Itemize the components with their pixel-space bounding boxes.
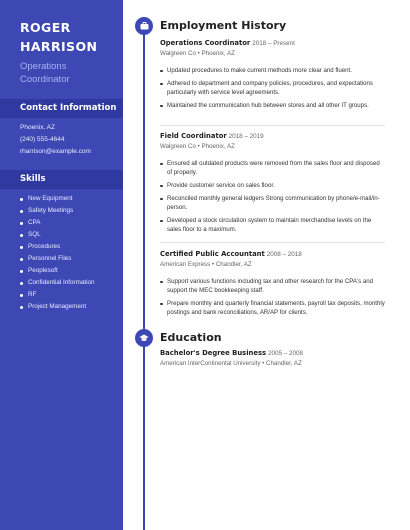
school: American InterContinental University [160,360,261,367]
job-location: Phoenix, AZ [201,50,235,57]
skill-item: RF [20,289,95,301]
job-bullets [160,159,385,234]
separator-dot: • [262,360,267,367]
skills-list [20,193,95,313]
job-dates: 2018 – Present [252,40,295,47]
contact-header: Contact Information [0,99,123,118]
job-bullet: Developed a stock circulation system to maintain merchandise levels on the sales floor to a maximum. [160,216,385,234]
job-role: Operations Coordinator [160,39,251,47]
job-company: Walgreen Co [160,143,196,150]
job-bullet: Updated procedures to make current methods more clear and fluent. [160,66,385,75]
contact-location: Phoenix, AZ [20,124,56,131]
skill-item: Peoplesoft [20,265,95,277]
job-title [20,60,120,86]
job-company: American Express [160,261,211,268]
skill-item: Confidential Information [20,277,95,289]
job-bullet: Maintained the communication hub between stores and all other IT groups. [160,101,385,110]
timeline-line [143,25,145,530]
job-bullet: Adhered to department and company policies, procedures, and expectations particularly with service level agreements. [160,79,385,97]
contact-phone: (240) 555-4644 [20,136,65,143]
job-bullet: Reconciled monthly general ledgers Strong communication by phone/e-mail/in-person. [160,194,385,212]
job-bullet: Ensured all outdated products were removed from the sales floor and disposed of properly. [160,159,385,177]
skill-item: New Equipment [20,193,95,205]
graduation-cap-icon [135,329,153,347]
skill-item: Procedures [20,241,95,253]
job-entry [160,38,385,114]
divider [160,125,385,126]
skill-item: Project Management [20,301,95,313]
first-name: ROGER [20,20,71,35]
job-entry [160,131,385,238]
skill-item: Personnel Files [20,253,95,265]
education-entry [160,348,385,368]
job-bullet: Provide customer service on sales floor. [160,181,385,190]
skill-item: Safety Meetings [20,205,95,217]
school-location: Chandler, AZ [266,360,302,367]
job-bullets [160,66,385,110]
last-name: HARRISON [20,39,98,54]
skill-item: CPA [20,217,95,229]
job-bullets [160,277,385,317]
skill-item: SQL [20,229,95,241]
degree: Bachelor's Degree Business [160,349,267,357]
job-title-line-2: Coordinator [20,74,70,85]
job-location: Chandler, AZ [215,261,252,268]
education-dates: 2005 – 2008 [268,350,304,357]
education-heading: Education [160,331,222,344]
separator-dot: • [211,261,216,268]
separator-dot: • [197,50,202,57]
job-entry [160,249,385,321]
job-location: Phoenix, AZ [201,143,235,150]
employment-history-heading: Employment History [160,19,287,32]
skills-header: Skills [0,170,123,189]
divider [160,242,385,243]
contact-email: rharrison@example.com [20,148,91,155]
job-dates: 2018 – 2019 [228,133,264,140]
job-dates: 2008 – 2018 [266,251,302,258]
job-bullet: Support various functions including tax and other research for the CPA's and support the MEC bookkeeping staff. [160,277,385,295]
candidate-name [20,18,120,56]
job-bullet: Prepare monthly and quarterly financial statements, payroll tax deposits, monthly postings and bank reconciliations, AR/AP for clients. [160,299,385,317]
job-title-line-1: Operations [20,61,67,72]
job-role: Certified Public Accountant [160,250,265,258]
briefcase-icon [135,17,153,35]
separator-dot: • [197,143,202,150]
job-role: Field Coordinator [160,132,227,140]
job-company: Walgreen Co [160,50,196,57]
sidebar [0,0,123,530]
